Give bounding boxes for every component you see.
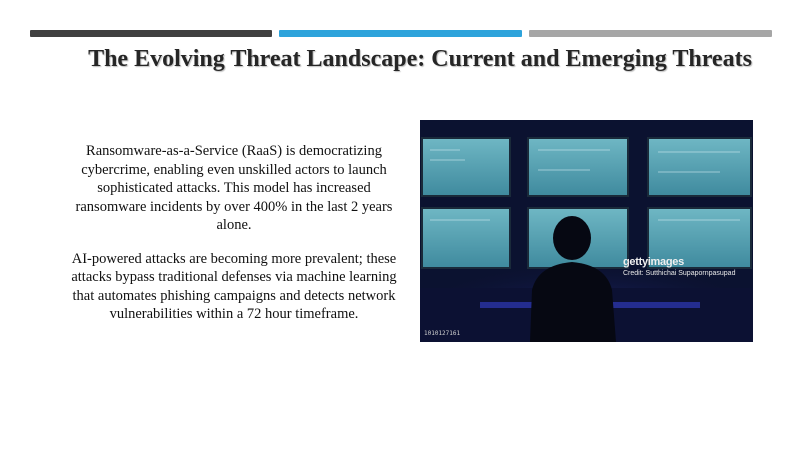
accent-bar-gray (529, 30, 772, 37)
monitor-scene (420, 120, 753, 342)
getty-watermark: gettyimages (623, 256, 684, 268)
accent-bar-dark (30, 30, 272, 37)
accent-bar-blue (279, 30, 522, 37)
image-credit: Credit: Sutthichai Supapornpasupad (623, 270, 736, 277)
slide-title: The Evolving Threat Landscape: Current and Emerging Threats (88, 46, 752, 72)
paragraph-ai-attacks: AI-powered attacks are becoming more prevalent; these attacks bypass traditional defenses via machine learning that automates phishing campaigns and detects network vulnerabilities within a 72 hour timeframe. (71, 250, 397, 322)
image-id: 1010127161 (424, 330, 461, 337)
paragraph-ransomware: Ransomware-as-a-Service (RaaS) is democratizing cybercrime, enabling even unskilled actors to launch sophisticated attacks. This model has increased ransomware incidents by over 400% in the last 2 years alone. (75, 143, 393, 233)
accent-bars (30, 30, 772, 38)
body-text (62, 142, 406, 339)
cyber-monitors-photo (420, 120, 753, 342)
